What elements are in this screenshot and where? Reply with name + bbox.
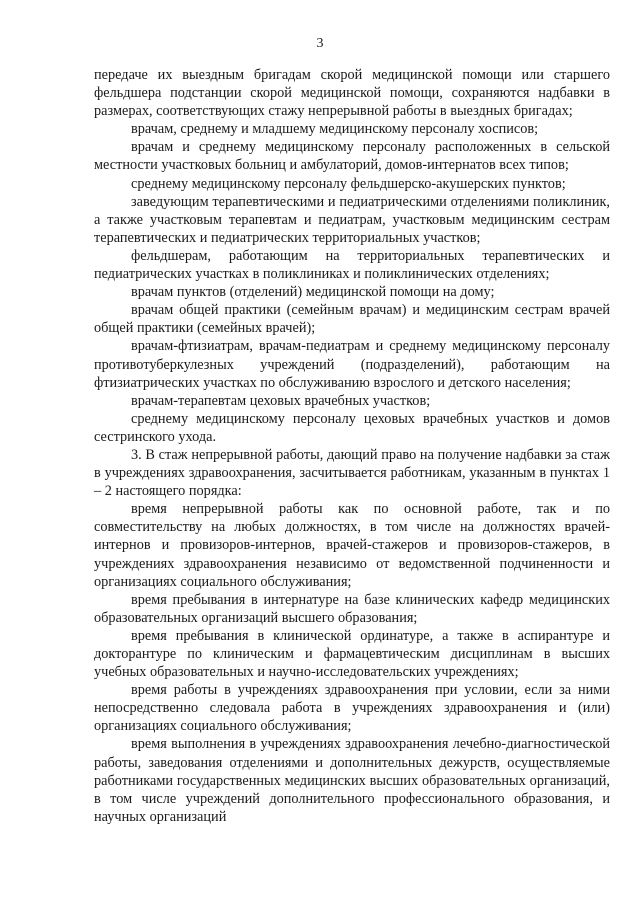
document-body <box>94 66 610 826</box>
paragraph: передаче их выездным бригадам скорой медицинской помощи или старшего фельдшера подстанции скорой медицинской помощи, сохраняются надбавки в размерах, соответствующих стажу непрерывной работы в выездных бригадах; <box>94 67 610 120</box>
paragraph: среднему медицинскому персоналу фельдшерско-акушерских пунктов; <box>131 175 566 192</box>
paragraph: время работы в учреждениях здравоохранения при условии, если за ними непосредственно следовала работа в учреждениях здравоохранения и (или) организациях социального обслуживания; <box>94 682 610 735</box>
paragraph: время пребывания в клинической ординатуре, а также в аспирантуре и докторантуре по клиническим и фармацевтическим дисциплинам в высших учебных образовательных и научно-исследовательских учреждениях; <box>94 627 610 681</box>
paragraph: врачам-фтизиатрам, врачам-педиатрам и среднему медицинскому персоналу противотуберкулезных учреждений (подразделений), работающим на фтизиатрических участках по обслуживанию взрослого и детского населения; <box>94 338 610 391</box>
paragraph: время непрерывной работы как по основной работе, так и по совместительству на любых должностях, в том числе на должностях врачей-интернов и провизоров-интернов, врачей-стажеров и провизоров-стажеров, в учреждениях здравоохранения независимо от ведомственной подчиненности и организациях социального обслуживания; <box>94 501 610 590</box>
paragraph: врачам и среднему медицинскому персоналу расположенных в сельской местности участковых больниц и амбулаторий, домов-интернатов всех типов; <box>94 139 610 174</box>
paragraph: время выполнения в учреждениях здравоохранения лечебно-диагностической работы, заведования отделениями и дополнительных дежурств, осуществляемые работниками государственных медицинских высших образовательных организаций, в том числе учреждений дополнительного профессионального образования, и научных организаций <box>94 736 610 825</box>
paragraph: врачам, среднему и младшему медицинскому персоналу хосписов; <box>131 121 539 138</box>
paragraph: заведующим терапевтическими и педиатрическими отделениями поликлиник, а также участковым терапевтам и педиатрам, участковым медицинским сестрам терапевтических и педиатрических территориальных участков; <box>94 193 610 246</box>
paragraph: врачам пунктов (отделений) медицинской помощи на дому; <box>131 284 495 301</box>
paragraph: среднему медицинскому персоналу цеховых врачебных участков и домов сестринского ухода. <box>94 410 610 445</box>
paragraph: врачам-терапевтам цеховых врачебных участков; <box>131 392 431 409</box>
page-number: 3 <box>316 36 324 51</box>
paragraph: фельдшерам, работающим на территориальных терапевтических и педиатрических участках в поликлиниках и поликлинических отделениях; <box>94 247 610 283</box>
paragraph: время пребывания в интернатуре на базе клинических кафедр медицинских образовательных организаций высшего образования; <box>94 591 610 626</box>
paragraph: 3. В стаж непрерывной работы, дающий право на получение надбавки за стаж в учреждениях здравоохранения, засчитывается работникам, указанным в пунктах 1 – 2 настоящего порядка: <box>94 446 610 500</box>
paragraph: врачам общей практики (семейным врачам) и медицинским сестрам врачей общей практики (семейных врачей); <box>94 302 610 337</box>
